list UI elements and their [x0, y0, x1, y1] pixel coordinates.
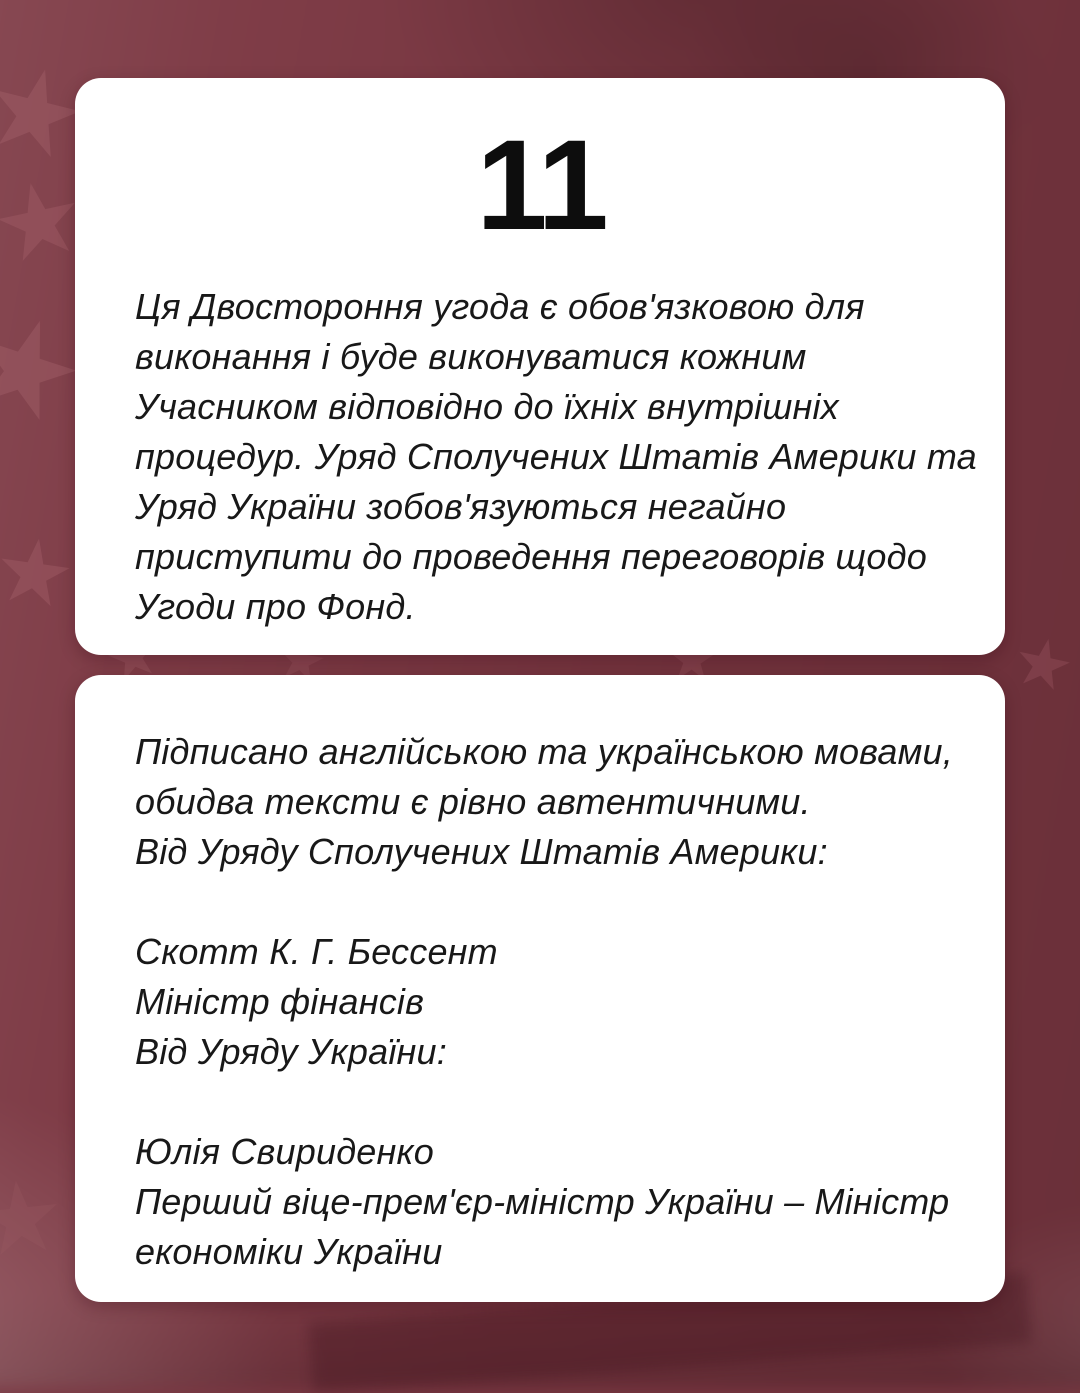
text-line: Перший віце-прем'єр-міністр України – Міністр [135, 1181, 950, 1222]
page-number: 11 [476, 114, 606, 257]
text-line: виконання і буде виконуватися кожним [135, 336, 807, 377]
text-line: Учасником відповідно до їхніх внутрішніх [135, 386, 839, 427]
text-line: Ця Двостороння угода є обов'язковою для [135, 286, 865, 327]
agreement-text [135, 282, 977, 632]
text-line: Уряд України зобов'язуються негайно [135, 486, 787, 527]
text-line: Підписано англійською та українською мовами, [135, 731, 953, 772]
text-line: Міністр фінансів [135, 981, 425, 1022]
text-line: процедур. Уряд Сполучених Штатів Америки та [135, 436, 977, 477]
text-line: приступити до проведення переговорів щодо [135, 536, 927, 577]
text-line: Угоди про Фонд. [135, 586, 416, 627]
card-signatures [75, 675, 1005, 1302]
text-line: Юлія Свириденко [135, 1131, 434, 1172]
text-line: економіки України [135, 1231, 443, 1272]
text-line-blank [135, 1077, 947, 1127]
text-line: Від Уряду України: [135, 1031, 447, 1072]
text-line: обидва тексти є рівно автентичними. [135, 781, 811, 822]
signatures-text [135, 727, 953, 1277]
text-line: Скотт К. Г. Бессент [135, 931, 498, 972]
text-line: Від Уряду Сполучених Штатів Америки: [135, 831, 828, 872]
card-agreement-clause [75, 78, 1005, 655]
text-line-blank [135, 877, 947, 927]
